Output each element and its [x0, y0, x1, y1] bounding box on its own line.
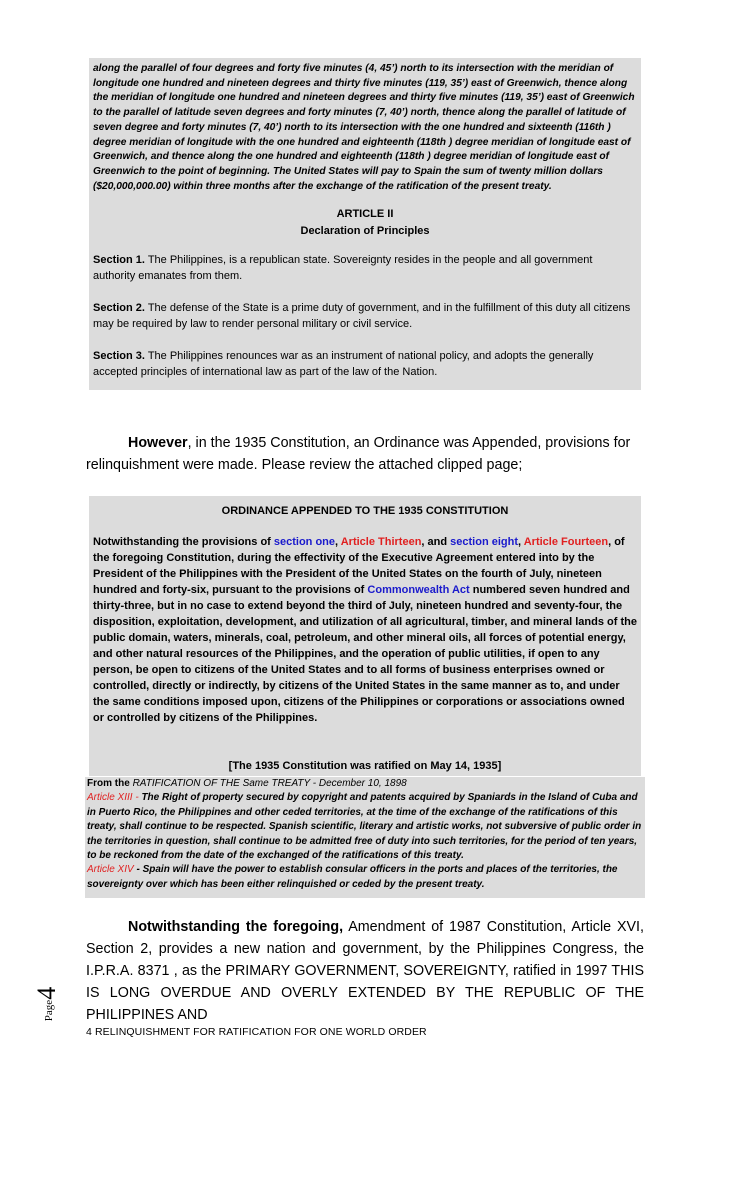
link-commonwealth-act[interactable]: Commonwealth Act	[367, 584, 470, 596]
page-word: Page	[43, 999, 55, 1022]
ordinance-text-part: , of the foregoing Constitution, during the effectivity of the Executive Agreement entered into by the President of the Philippines with the President of the United States on the fourth of July, nineteen hundred and forty-six, pursuant to the provisions of	[93, 536, 625, 596]
ordinance-text-part: Notwithstanding the provisions of	[93, 536, 274, 548]
section-text: The Philippines, is a republican state. Sovereignty resides in the people and all government authority emanates from them.	[93, 254, 593, 283]
paragraph-text: Amendment of 1987 Constitution, Article XVI, Section 2, provides a new nation and government, by the Philippines Congress, the I.P.R.A. 8371 , as the PRIMARY GOVERNMENT, SOVEREIGNTY, ratified in 1997 THIS IS LONG OVERDUE AND OVERLY EXTENDED BY THE REPUBLIC OF THE PHILIPPINES AND	[86, 919, 645, 1023]
link-section-one[interactable]: section one	[273, 536, 336, 548]
section-3	[89, 348, 641, 380]
article-xiv-label: Article XIV	[87, 864, 134, 876]
article-xiii-text: The Right of property secured by copyright and patents acquired by Spaniards in the Island of Cuba and in Puerto Rico, the Philippines and other ceded territories, at the time of the exchange of the ratifications of this treaty, shall continue to be respected. Spanish scientific, literary and artistic works, not subversive of public order in the territories in question, shall continue to be admitted free of duty into such territories, for the period of ten years, to be reckoned from the date of the exchanged of the ratifications of this treaty.	[87, 792, 642, 862]
paragraph-notwithstanding	[86, 916, 644, 1026]
ratification-note: [The 1935 Constitution was ratified on May 14, 1935]	[228, 760, 502, 772]
ordinance-text-part: ,	[335, 536, 341, 548]
article-xiv	[85, 863, 645, 892]
ordinance-title: ORDINANCE APPENDED TO THE 1935 CONSTITUTION	[221, 505, 509, 517]
source-date: - December 10, 1898	[310, 778, 407, 789]
paragraph-lead: However	[128, 435, 188, 451]
article-xiii	[85, 791, 645, 863]
treaty-source	[85, 777, 645, 791]
ordinance-text-part: , and	[421, 536, 451, 548]
article-heading	[89, 206, 641, 240]
paragraph-text: , in the 1935 Constitution, an Ordinance was Appended, provisions for relinquishment were made. Please review the attached clipped page;	[86, 435, 631, 473]
source-label: From the	[87, 778, 133, 789]
section-label: Section 1.	[93, 254, 145, 267]
page-number: 4	[32, 986, 61, 1000]
link-article-thirteen[interactable]: Article Thirteen	[340, 536, 422, 548]
article-title: ARTICLE II	[336, 208, 394, 221]
section-2	[89, 300, 641, 332]
link-article-fourteen[interactable]: Article Fourteen	[523, 536, 609, 548]
section-text: The defense of the State is a prime duty of government, and in the fulfillment of this duty all citizens may be required by law to render personal military or civil service.	[93, 302, 631, 331]
link-section-eight[interactable]: section eight	[450, 536, 518, 548]
paragraph-however	[86, 432, 644, 476]
source-title: RATIFICATION OF THE Same TREATY	[132, 778, 310, 789]
section-1	[89, 252, 641, 284]
clipped-treaty-article-ii	[89, 58, 641, 390]
page-footer: 4 RELINQUISHMENT FOR RATIFICATION FOR ONE WORLD ORDER	[86, 1026, 427, 1038]
ordinance-text-part: ,	[518, 536, 524, 548]
page-margin-label	[32, 983, 61, 1025]
article-subtitle: Declaration of Principles	[300, 225, 430, 238]
clipped-ordinance	[89, 496, 641, 776]
treaty-boundary-text: along the parallel of four degrees and forty five minutes (4, 45’) north to its intersection with the meridian of longitude one hundred and nineteen degrees and thirty five minutes (119, 35’) east of Greenwich, thence along the meridian of longitude one hundred and nineteen degrees and thirty five minutes (119, 35’) east of Greenwich to the parallel of latitude seven degrees and forty minutes (7, 40’) north, thence along the parallel of latitude of seven degree and forty minutes (7, 40’) north to its intersection with the one hundred and sixteenth (116th ) degree meridian of longitude with the one hundred and eighteenth (118th ) degree meridian of longitude east of Greenwich, and thence along the one hundred and eighteenth (118th ) degree meridian of longitude east of Greenwich to the point of beginning. The United States will pay to Spain the sum of twenty million dollars ($20,000,000.00) within three months after the exchange of the ratification of the present treaty.	[93, 63, 635, 192]
section-text: The Philippines renounces war as an instrument of national policy, and adopts the generally accepted principles of international law as part of the law of the Nation.	[93, 350, 594, 379]
article-xiv-text: - Spain will have the power to establish consular officers in the ports and places of the territories, the sovereignty over which has been either relinquished or ceded by the present treaty.	[87, 864, 618, 890]
clipped-ratification-treaty	[85, 777, 645, 898]
ordinance-text	[89, 534, 641, 726]
paragraph-lead: Notwithstanding the foregoing,	[128, 919, 344, 935]
article-xiii-label: Article XIII -	[87, 792, 142, 804]
ordinance-text-part: numbered seven hundred and thirty-three, but in no case to extend beyond the third of July, nineteen hundred and seventy-four, the disposition, exploitation, development, and utilization of all agricultural, timber, and mineral lands of the public domain, waters, minerals, coal, petroleum, and other mineral oils, all forces of potential energy, and other natural resources of the Philippines, and the operation of public utilities, if open to any person, be open to citizens of the United States and to all forms of business enterprises owned or controlled, directly or indirectly, by citizens of the United States in the same manner as to, and under the same conditions imposed upon, citizens of the Philippines or corporations or associations owned or controlled by citizens of the Philippines.	[93, 584, 637, 724]
section-label: Section 2.	[93, 302, 145, 315]
section-label: Section 3.	[93, 350, 145, 363]
